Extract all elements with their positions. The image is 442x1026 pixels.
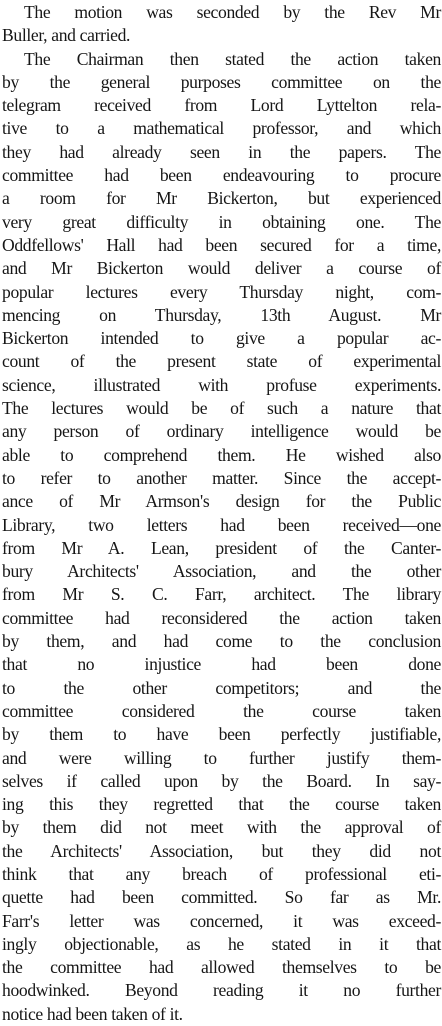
text-line: committee had been endeavouring to procure [2, 165, 441, 186]
text-line: notice had been taken of it. [2, 1003, 183, 1024]
text-line: popular lectures every Thursday night, com- [2, 281, 441, 302]
text-line: think that any breach of professional eti- [2, 863, 441, 884]
text-line: from Mr S. C. Farr, architect. The library [2, 584, 441, 605]
text-line: hoodwinked. Beyond reading it no further [2, 980, 441, 1001]
text-line: very great difficulty in obtaining one. The [2, 211, 441, 232]
text-line: the Architects' Association, but they did not [2, 840, 441, 861]
text-line: any person of ordinary intelligence would be [2, 421, 441, 442]
text-line: The motion was seconded by the Rev Mr [24, 2, 441, 22]
text-line: committee had reconsidered the action taken [2, 607, 441, 628]
text-line: to refer to another matter. Since the accept- [2, 467, 441, 488]
text-line: to the other competitors; and the [2, 677, 441, 698]
text-line: Library, two letters had been received—one [2, 514, 441, 535]
text-line: Farr's letter was concerned, it was exceed- [2, 910, 441, 931]
text-line: quette had been committed. So far as Mr. [2, 887, 441, 908]
text-line: Bickerton intended to give a popular ac- [2, 328, 441, 349]
text-line: able to comprehend them. He wished also [2, 444, 441, 465]
text-line: Buller, and carried. [2, 25, 131, 46]
text-line: tive to a mathematical professor, and which [2, 118, 441, 139]
text-line: bury Architects' Association, and the other [2, 561, 441, 582]
text-line: ing this they regretted that the course taken [2, 794, 441, 815]
text-line: the committee had allowed themselves to be [2, 957, 441, 978]
text-line: that no injustice had been done [2, 654, 441, 675]
text-line: and Mr Bickerton would deliver a course of [2, 258, 441, 279]
text-line: telegram received from Lord Lyttelton rela- [2, 95, 441, 116]
text-line: by them to have been perfectly justifiable, [2, 724, 441, 745]
text-line: they had already seen in the papers. The [2, 141, 441, 162]
text-line: mencing on Thursday, 13th August. Mr [2, 304, 441, 325]
text-line: by the general purposes committee on the [2, 71, 441, 92]
text-line: by them did not meet with the approval of [2, 817, 441, 838]
text-line: by them, and had come to the conclusion [2, 631, 441, 652]
text-line: The lectures would be of such a nature that [2, 398, 441, 419]
text-line: count of the present state of experimental [2, 351, 441, 372]
text-line: committee considered the course taken [2, 700, 441, 721]
text-line: science, illustrated with profuse experiments. [2, 374, 441, 395]
text-line: ance of Mr Armson's design for the Public [2, 491, 441, 512]
text-line: Oddfellows' Hall had been secured for a time, [2, 234, 441, 255]
text-line: from Mr A. Lean, president of the Canter- [2, 537, 441, 558]
text-line: ingly objectionable, as he stated in it that [2, 933, 441, 954]
text-line: a room for Mr Bickerton, but experienced [2, 188, 441, 209]
text-line: and were willing to further justify them- [2, 747, 441, 768]
text-line: The Chairman then stated the action taken [24, 48, 441, 69]
text-line: selves if called upon by the Board. In say- [2, 770, 441, 791]
